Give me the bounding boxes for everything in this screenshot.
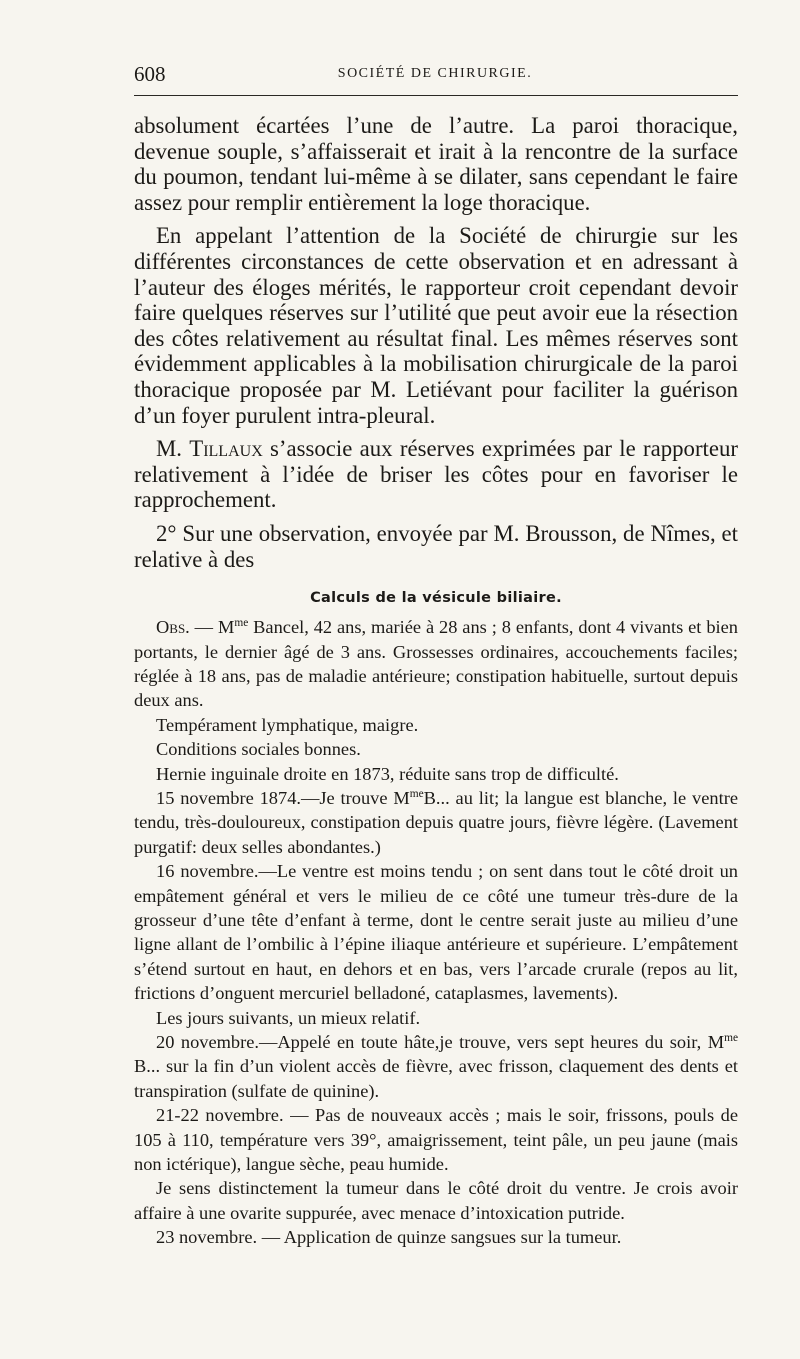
obs-hernie: Hernie inguinale droite en 1873, réduite sans trop de difficulté. [156, 763, 619, 784]
obs-nov20-sup: me [724, 1031, 738, 1044]
obs-nov20-a: 20 novembre.—Appelé en toute hâte,je trouve, vers sept heures du soir, M [156, 1032, 725, 1052]
paragraph-report: En appelant l’attention de la Société de chirurgie sur les différentes circonstances de cette observation et en adressant à l’auteur des éloges mérités, le rapporteur croit cependant devoir faire quelques réserves sur l’utilité que peut avoir eue la résection des côtes relativement au résultat final. Les mêmes réserves sont évidemment applicables à la mobilisation chirurgicale de la paroi thoracique proposée par M. Letiévant pour faciliter la guérison d’un foyer purulent intra-pleural. [134, 223, 738, 428]
obs-nov15-a: 15 novembre 1874.—Je trouve M [156, 787, 410, 808]
obs-jours: Les jours suivants, un mieux relatif. [156, 1007, 421, 1028]
paragraph-tillaux [134, 436, 738, 513]
obs-temperament: Tempérament lymphatique, maigre. [156, 714, 419, 735]
obs-nov21-22: 21-22 novembre. — Pas de nouveaux accès ; mais le soir, frissons, pouls de 105 à 110, température vers 39°, amaigrissement, teint pâle, un peu jaune (mais non ictérique), langue sèche, peau humide. [134, 1105, 738, 1175]
page-number: 608 [134, 62, 166, 86]
obs-label: Obs. [156, 617, 190, 638]
obs-sens: Je sens distinctement la tumeur dans le côté droit du ventre. Je crois avoir affaire à une ovarite suppurée, avec menace d’intoxication putride. [134, 1178, 738, 1223]
tillaux-rest: s’associe aux réserves exprimées par le rapporteur relativement à l’idée de briser les côtes pour en favoriser le rapprochement. [134, 436, 738, 513]
obs-nov16: 16 novembre.—Le ventre est moins tendu ; on sent dans tout le côté droit un empâtement général et vers le milieu de ce côté une tumeur très-dure de la grosseur d’une tête d’enfant à terme, dont le centre serait juste au milieu d’une ligne allant de l’ombilic à l’épine iliaque antérieure et supérieure. L’empâtement s’étend surtout en haut, en dehors et en bas, vers l’arcade crurale (repos au lit, frictions d’onguent mercuriel belladoné, cataplasmes, lavements). [134, 861, 738, 1004]
obs-paragraph-intro [134, 615, 738, 713]
section-heading: Calculs de la vésicule biliaire. [310, 590, 562, 607]
obs-intro-sup: me [234, 616, 249, 629]
obs-conditions: Conditions sociales bonnes. [156, 739, 361, 760]
obs-intro-b: Bancel, 42 ans, mariée à 28 ans ; 8 enfants, dont 4 vivants et bien portants, le dernier âgé de 3 ans. Grossesses ordinaires, accouchements faciles; réglée à 18 ans, pas de maladie antérieure; constipation habituelle, surtout depuis deux ans. [134, 617, 738, 711]
page-body [134, 113, 738, 1250]
paragraph-continuation: absolument écartées l’une de l’autre. La paroi thoracique, devenue souple, s’affaisserait et irait à la rencontre de la surface du poumon, tendant lui-même à se dilater, sans cependant le faire assez pour remplir entièrement la loge thoracique. [134, 113, 738, 215]
obs-nov15-b: B... au lit; la langue est blanche, le ventre tendu, très-douloureux, constipation depuis quatre jours, fièvre légère. (Lavement purgatif: deux selles abondantes.) [134, 787, 738, 857]
obs-nov20-b: B... sur la fin d’un violent accès de fièvre, avec frisson, claquement des dents et transpiration (sulfate de quinine). [134, 1056, 738, 1101]
paragraph-observation-intro: 2° Sur une observation, envoyée par M. Brousson, de Nîmes, et relative à des [134, 520, 738, 572]
tillaux-prefix: M. [156, 436, 190, 462]
page-header [134, 62, 736, 88]
header-rule [134, 95, 738, 96]
author-name-tillaux: Tillaux [189, 436, 263, 462]
obs-nov15 [134, 786, 738, 859]
running-title: SOCIÉTÉ DE CHIRURGIE. [337, 66, 533, 81]
obs-intro-a: — M [189, 617, 235, 638]
obs-nov20 [134, 1030, 738, 1103]
obs-nov15-sup: me [409, 787, 424, 800]
obs-nov23: 23 novembre. — Application de quinze sangsues sur la tumeur. [156, 1227, 622, 1248]
